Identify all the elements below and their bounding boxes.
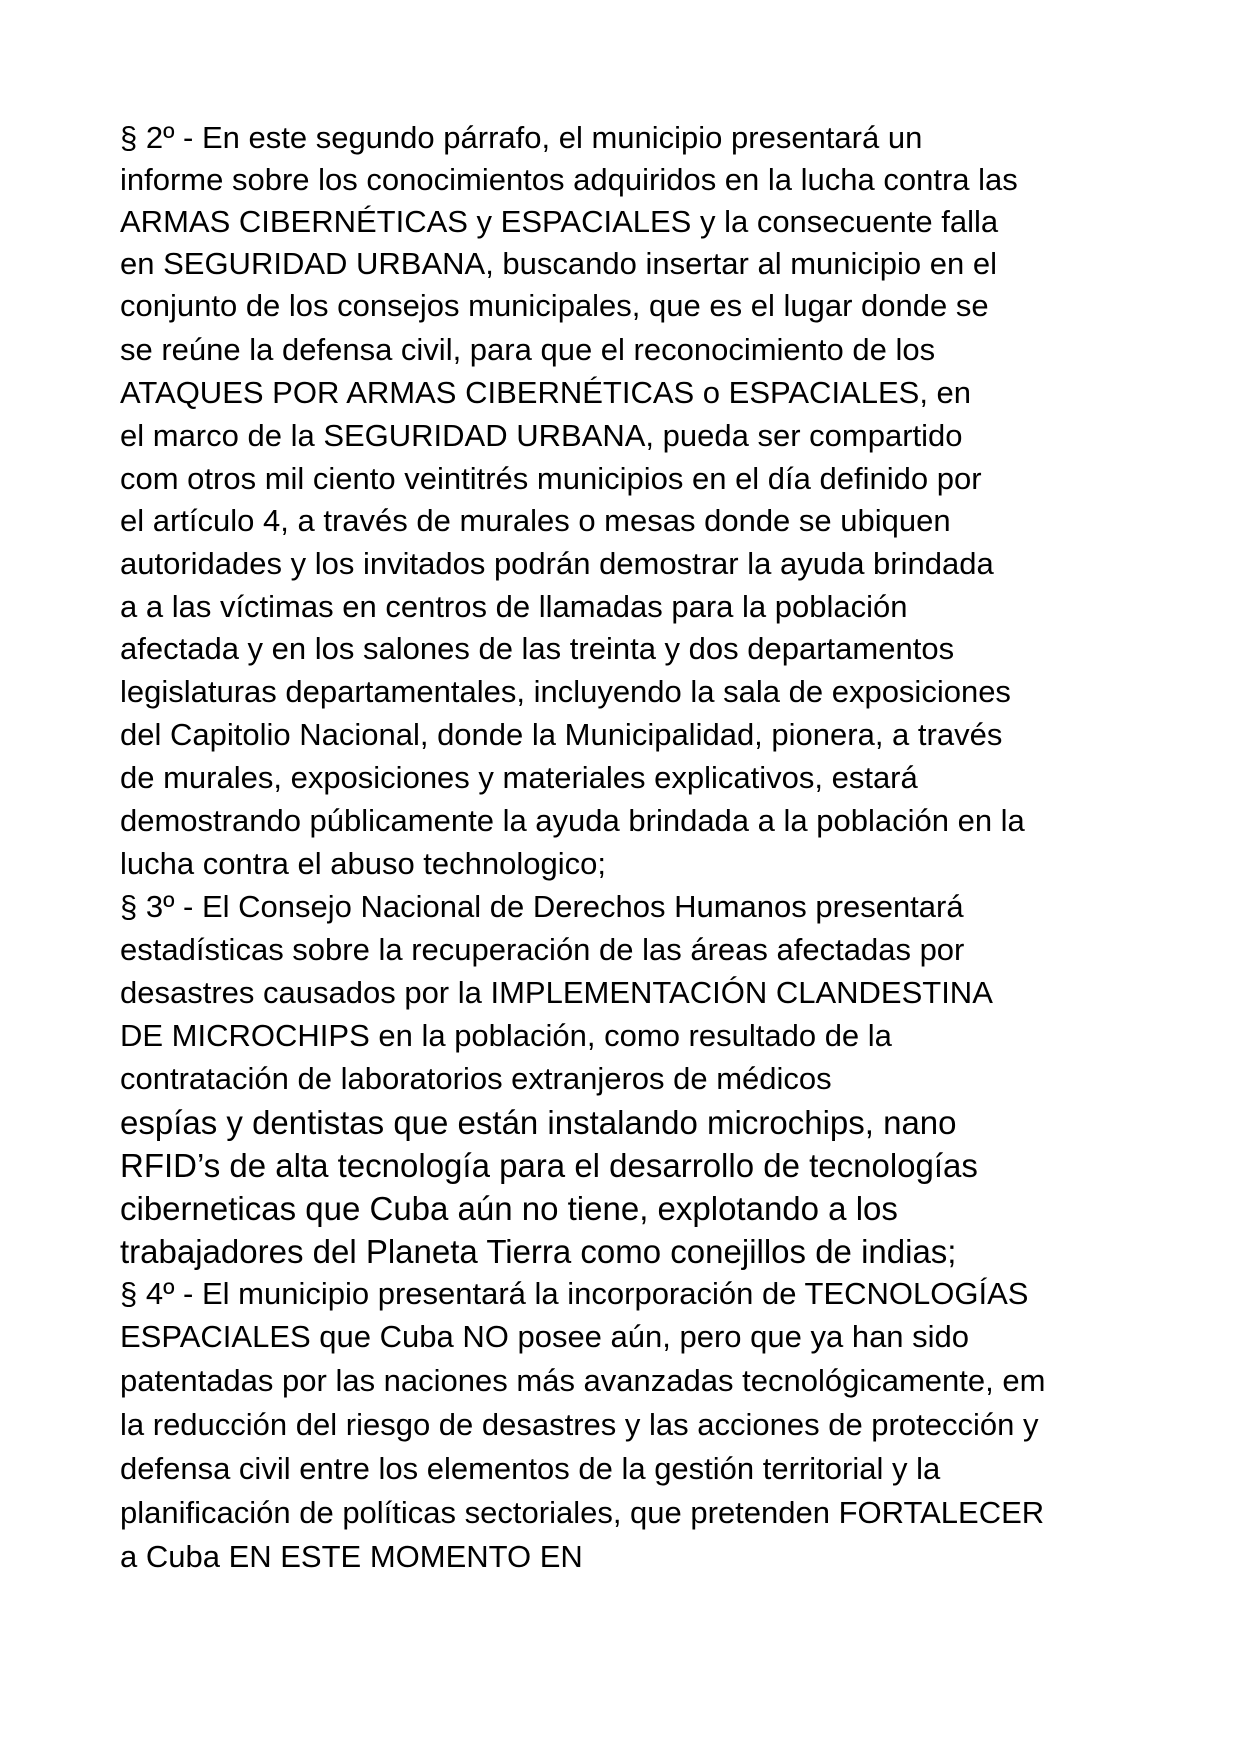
text-line: DE MICROCHIPS en la población, como resultado de la [120, 1018, 892, 1053]
text-line: ARMAS CIBERNÉTICAS y ESPACIALES y la consecuente falla [120, 204, 999, 239]
text-line: patentadas por las naciones más avanzadas tecnológicamente, em [120, 1363, 1046, 1398]
text-line: trabajadores del Planeta Tierra como conejillos de indias; [120, 1233, 957, 1270]
text-line: conjunto de los consejos municipales, que es el lugar donde se [120, 288, 989, 323]
text-line: defensa civil entre los elementos de la gestión territorial y la [120, 1451, 941, 1486]
text-line: del Capitolio Nacional, donde la Municipalidad, pionera, a través [120, 717, 1003, 752]
text-line: en SEGURIDAD URBANA, buscando insertar al municipio en el [120, 246, 997, 281]
text-line: el artículo 4, a través de murales o mesas donde se ubiquen [120, 503, 951, 538]
text-line: a a las víctimas en centros de llamadas para la población [120, 589, 908, 624]
text-line: ATAQUES POR ARMAS CIBERNÉTICAS o ESPACIALES, en [120, 375, 972, 410]
text-line: com otros mil ciento veintitrés municipios en el día definido por [120, 461, 982, 496]
text-line: espías y dentistas que están instalando microchips, nano [120, 1104, 957, 1141]
text-line: a Cuba EN ESTE MOMENTO EN [120, 1539, 583, 1574]
text-line: se reúne la defensa civil, para que el reconocimiento de los [120, 332, 936, 367]
text-line: afectada y en los salones de las treinta y dos departamentos [120, 631, 955, 666]
text-line: RFID’s de alta tecnología para el desarrollo de tecnologías [120, 1147, 978, 1184]
text-line: § 4º - El municipio presentará la incorporación de TECNOLOGÍAS [120, 1276, 1029, 1311]
text-line: la reducción del riesgo de desastres y las acciones de protección y [120, 1407, 1039, 1442]
text-line: contratación de laboratorios extranjeros de médicos [120, 1061, 832, 1096]
text-line: ciberneticas que Cuba aún no tiene, explotando a los [120, 1190, 898, 1227]
text-line: informe sobre los conocimientos adquiridos en la lucha contra las [120, 162, 1018, 197]
text-line: estadísticas sobre la recuperación de las áreas afectadas por [120, 932, 965, 967]
text-line: legislaturas departamentales, incluyendo la sala de exposiciones [120, 674, 1011, 709]
text-line: demostrando públicamente la ayuda brindada a la población en la [120, 803, 1025, 838]
text-line: § 2º - En este segundo párrafo, el municipio presentará un [120, 120, 923, 155]
text-line: autoridades y los invitados podrán demostrar la ayuda brindada [120, 546, 994, 581]
text-line: lucha contra el abuso technologico; [120, 846, 606, 881]
text-line: ESPACIALES que Cuba NO posee aún, pero que ya han sido [120, 1319, 970, 1354]
text-line: planificación de políticas sectoriales, que pretenden FORTALECER [120, 1495, 1045, 1530]
text-line: el marco de la SEGURIDAD URBANA, pueda ser compartido [120, 418, 963, 453]
text-line: § 3º - El Consejo Nacional de Derechos Humanos presentará [120, 889, 964, 924]
text-line: desastres causados por la IMPLEMENTACIÓN CLANDESTINA [120, 975, 993, 1010]
text-line: de murales, exposiciones y materiales explicativos, estará [120, 760, 918, 795]
